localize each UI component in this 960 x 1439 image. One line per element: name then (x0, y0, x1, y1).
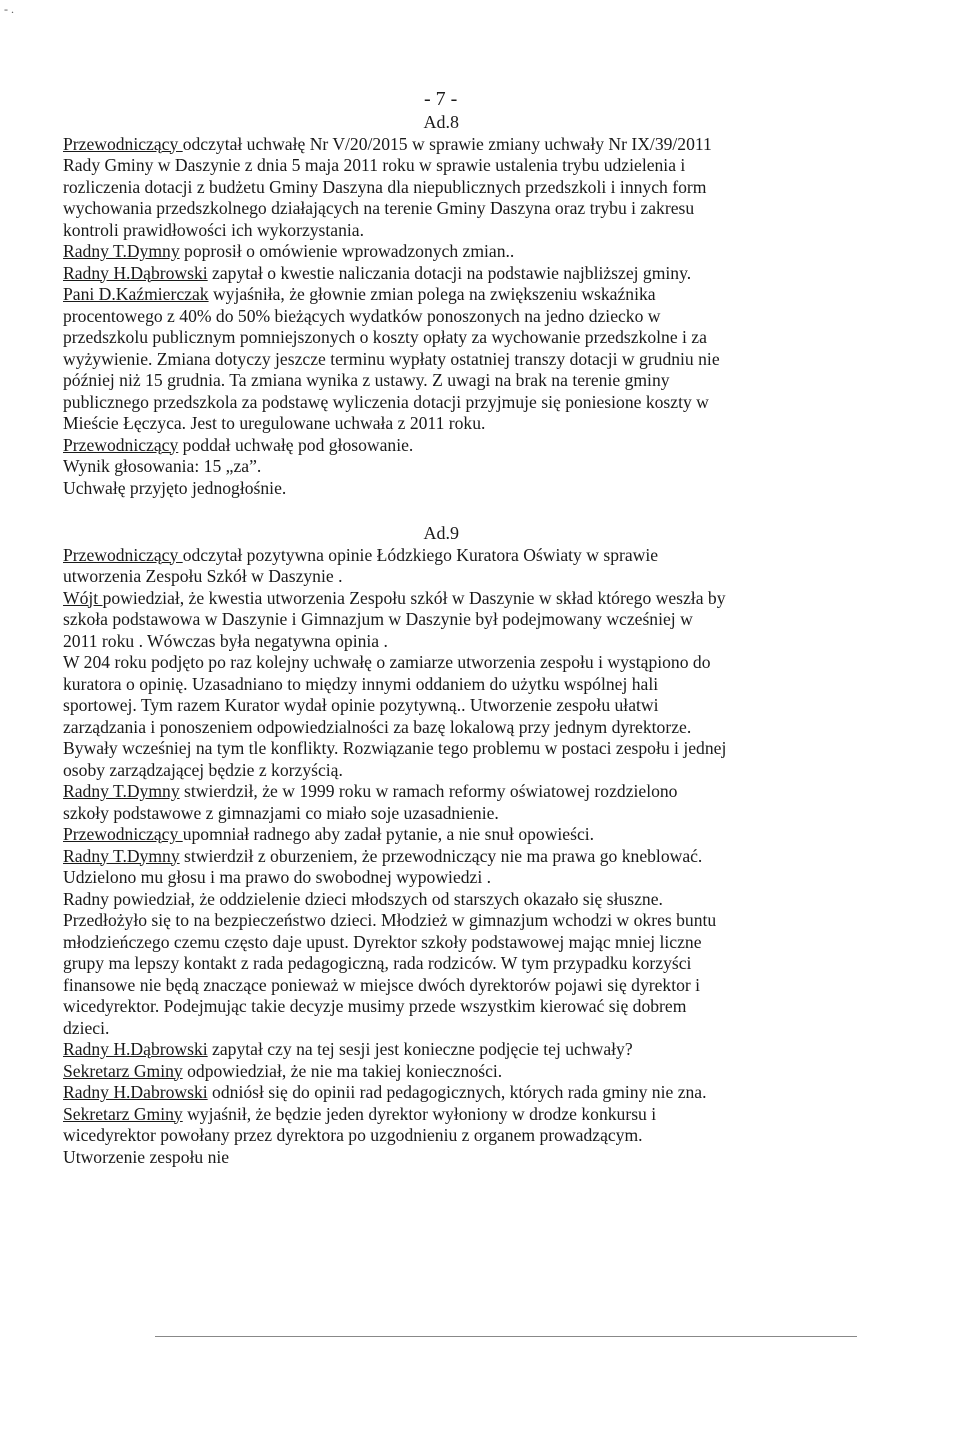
text-segment: stwierdził z oburzeniem, że przewodniczący nie ma prawa go kneblować. (179, 845, 703, 866)
text-line (63, 413, 933, 435)
text-segment: Przedłożyło się to na bezpieczeństwo dzieci. Młodzież w gimnazjum wchodzi w okres buntu (63, 910, 717, 930)
section-8-heading: Ad.8 (423, 112, 459, 132)
speaker-name: Pani D.Kaźmierczak (63, 284, 209, 304)
text-line (63, 674, 933, 696)
text-line (63, 932, 933, 954)
text-line (63, 327, 933, 349)
text-line (63, 1061, 933, 1083)
text-segment: 2011 roku . Wówczas była negatywna opinia . (63, 630, 388, 651)
text-segment: finansowe nie będą znaczące ponieważ w miejsce dwóch dyrektorów pojawi się dyrektor i (63, 974, 701, 995)
text-line (63, 220, 933, 242)
text-segment: odczytał pozytywna opinie Łódzkiego Kuratora Oświaty w sprawie (182, 544, 659, 565)
speaker-name: Radny H.Dąbrowski (63, 262, 208, 283)
text-line (63, 1125, 933, 1147)
text-segment: W 204 roku podjęto po raz kolejny uchwałę o zamiarze utworzenia zespołu i wystąpiono do (63, 652, 711, 672)
text-segment: dzieci. (63, 1017, 110, 1038)
text-segment: odczytał uchwałę Nr V/20/2015 w sprawie zmiany uchwały Nr IX/39/2011 (182, 133, 712, 154)
text-segment: upomniał radnego aby zadał pytanie, a nie snuł opowieści. (182, 824, 595, 844)
text-line (63, 975, 933, 997)
speaker-name: Radny H.Dabrowski (63, 1082, 208, 1102)
text-segment: Radny powiedział, że oddzielenie dzieci młodszych od starszych okazało się słuszne. (63, 888, 663, 909)
text-line (63, 910, 933, 932)
text-line (63, 953, 933, 975)
text-line (63, 846, 933, 868)
speaker-name: Przewodniczący (63, 434, 179, 455)
text-line (63, 478, 933, 500)
document-body (63, 112, 933, 1168)
section-9-heading: Ad.9 (423, 523, 459, 543)
text-segment: sportowej. Tym razem Kurator wydał opinie pozytywną.. Utworzenie zespołu ułatwi (63, 695, 659, 715)
speaker-name: Wójt (63, 587, 103, 608)
text-line (63, 803, 933, 825)
text-line (63, 824, 933, 846)
text-line (63, 889, 933, 911)
text-segment: publicznego przedszkola za podstawę wyliczenia dotacji przyjmuje się poniesione koszty w (63, 391, 709, 412)
text-line (63, 588, 933, 610)
text-segment: osoby zarządzającej będzie z korzyścią. (63, 759, 343, 780)
text-line (63, 781, 933, 803)
text-line (63, 566, 933, 588)
text-segment: przedszkolu publicznym pomniejszonych o koszty opłaty za wychowanie przedszkolne i za (63, 327, 707, 347)
text-segment: szkoły podstawowe z gimnazjami co miało soje uzasadnienie. (63, 802, 499, 823)
text-segment: Bywały wcześniej na tym tle konflikty. Rozwiązanie tego problemu w postaci zespołu i jednej (63, 738, 727, 758)
text-segment: rozliczenia dotacji z budżetu Gminy Daszyna dla niepublicznych przedszkoli i innych form (63, 176, 707, 197)
text-line (63, 306, 933, 328)
text-line (63, 1039, 933, 1061)
text-line (63, 652, 933, 674)
text-segment: szkoła podstawowa w Daszynie i Gimnazjum w Daszynie był podejmowany wcześniej w (63, 609, 693, 629)
text-line (63, 284, 933, 306)
scan-mark: - . (4, 2, 14, 16)
text-segment: później niż 15 grudnia. Ta zmiana wynika z ustawy. Z uwagi na brak na terenie gminy (63, 370, 670, 390)
text-segment: utworzenia Zespołu Szkół w Daszynie . (63, 566, 343, 586)
speaker-name: Radny T.Dymny (63, 781, 180, 801)
speaker-name: Przewodniczący (63, 824, 183, 844)
text-segment: wicedyrektor. Podejmując takie decyzje musimy przede wszystkim kierować się dobrem (63, 996, 687, 1016)
text-line (63, 545, 933, 567)
text-line (63, 392, 933, 414)
text-line (63, 1104, 933, 1126)
speaker-name: Radny T.Dymny (63, 845, 180, 866)
text-line (63, 435, 933, 457)
text-segment: procentowego z 40% do 50% bieżących wydatków ponoszonych na jedno dziecko w (63, 305, 661, 326)
text-line (63, 1018, 933, 1040)
text-segment: młodzieńczego czemu często daje upust. Dyrektor szkoły podstawowej mając mniej liczne (63, 931, 702, 952)
text-line (63, 1147, 933, 1169)
text-line (63, 760, 933, 782)
text-segment: poprosił o omówienie wprowadzonych zmian.. (179, 241, 515, 261)
text-line (63, 609, 933, 631)
speaker-name: Radny T.Dymny (63, 241, 180, 261)
text-segment: zapytał o kwestie naliczania dotacji na podstawie najbliższej gminy. (207, 262, 692, 283)
text-segment: zarządzania i ponoszeniem odpowiedzialności za bazę lokalową przy jednym dyrektorze. (63, 716, 692, 737)
text-segment: Utworzenie zespołu nie (63, 1146, 230, 1167)
text-line (63, 263, 933, 285)
text-segment: poddał uchwałę pod głosowanie. (178, 434, 414, 455)
text-segment: odniósł się do opinii rad pedagogicznych, których rada gminy nie zna. (207, 1082, 707, 1102)
text-segment: kuratora o opinię. Uzasadniano to między innymi oddaniem do użytku wspólnej hali (63, 673, 659, 694)
text-segment: wyjaśnił, że będzie jeden dyrektor wyłoniony w drodze konkursu i (182, 1103, 657, 1124)
text-line (63, 241, 933, 263)
text-line (63, 134, 933, 156)
text-segment: grupy ma lepszy kontakt z rada pedagogiczną, rada rodziców. W tym przypadku korzyści (63, 953, 692, 973)
text-line (63, 717, 933, 739)
text-segment: stwierdził, że w 1999 roku w ramach reformy oświatowej rozdzielono (179, 781, 678, 801)
text-segment: powiedział, że kwestia utworzenia Zespołu szkół w Daszynie w skład którego weszła by (102, 587, 726, 608)
footer-divider (155, 1336, 857, 1337)
text-segment: odpowiedział, że nie ma takiej konieczności. (182, 1060, 503, 1081)
text-segment: Uchwałę przyjęto jednogłośnie. (63, 477, 287, 498)
speaker-name: Radny H.Dąbrowski (63, 1039, 208, 1059)
text-line (63, 996, 933, 1018)
section-9-text (63, 545, 933, 1169)
text-segment: Rady Gminy w Daszynie z dnia 5 maja 2011 roku w sprawie ustalenia trybu udzielenia i (63, 155, 686, 175)
text-segment: wychowania przedszkolnego działających na terenie Gminy Daszyna oraz trybu i zakresu (63, 198, 695, 218)
text-segment: wyjaśniła, że głownie zmian polega na zwiększeniu wskaźnika (208, 284, 656, 304)
text-line (63, 349, 933, 371)
text-line (63, 456, 933, 478)
speaker-name: Przewodniczący (63, 544, 183, 565)
text-segment: wicedyrektor powołany przez dyrektora po uzgodnieniu z organem prowadzącym. (63, 1125, 643, 1145)
text-line (63, 370, 933, 392)
text-segment: kontroli prawidłowości ich wykorzystania. (63, 219, 364, 240)
text-segment: Mieście Łęczyca. Jest to uregulowane uchwała z 2011 roku. (63, 413, 486, 433)
text-line (63, 867, 933, 889)
text-line (63, 177, 933, 199)
text-line (63, 631, 933, 653)
speaker-name: Sekretarz Gminy (63, 1103, 183, 1124)
text-line (63, 738, 933, 760)
speaker-name: Sekretarz Gminy (63, 1060, 183, 1081)
page-number: - 7 - (424, 88, 458, 110)
text-line (63, 155, 933, 177)
text-line (63, 1082, 933, 1104)
text-segment: zapytał czy na tej sesji jest konieczne podjęcie tej uchwały? (207, 1039, 633, 1059)
text-segment: wyżywienie. Zmiana dotyczy jeszcze terminu wypłaty ostatniej transzy dotacji w grudniu nie (63, 348, 720, 369)
text-line (63, 695, 933, 717)
text-line (63, 198, 933, 220)
text-segment: Udzielono mu głosu i ma prawo do swobodnej wypowiedzi . (63, 867, 492, 887)
text-segment: Wynik głosowania: 15 „za”. (63, 456, 262, 476)
section-8-text (63, 134, 933, 500)
speaker-name: Przewodniczący (63, 133, 183, 154)
